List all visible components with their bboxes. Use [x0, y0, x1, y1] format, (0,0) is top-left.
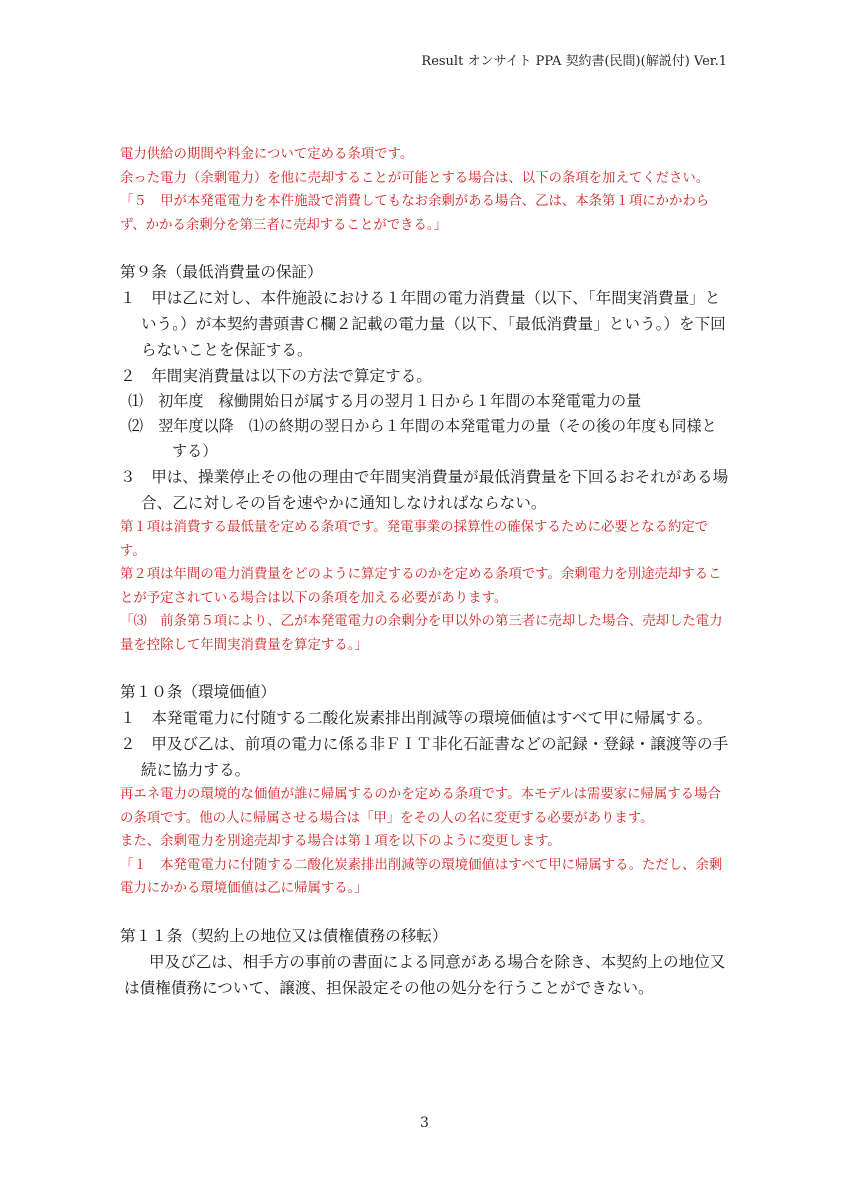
article-9-item-1: １ 甲は乙に対し、本件施設における１年間の電力消費量（以下、「年間実消費量」という。）が本契約書頭書Ｃ欄２記載の電力量（以下、「最低消費量」という。）を下回らないことを保証する。: [120, 289, 726, 359]
commentary-note: 余った電力（余剰電力）を他に売却することが可能とする場合は、以下の条項を加えてください。: [120, 170, 710, 186]
article-9-item-3: ３ 甲は、操業停止その他の理由で年間実消費量が最低消費量を下回るおそれがある場合、乙に対しその旨を速やかに通知しなければならない。: [120, 468, 729, 512]
article-9-item-2: ２ 年間実消費量は以下の方法で算定する。: [120, 367, 432, 385]
commentary-note: 第２項は年間の電力消費量をどのように算定するのかを定める条項です。余剰電力を別途売却することが予定されている場合は以下の条項を加える必要があります。: [120, 567, 722, 606]
page-header: Result オンサイト PPA 契約書(民間)(解説付) Ver.1: [421, 54, 727, 69]
page-number: 3: [420, 1115, 429, 1131]
commentary-note: また、余剰電力を別途売却する場合は第１項を以下のように変更します。: [120, 834, 561, 849]
article-10-heading: 第１０条（環境価値）: [120, 683, 276, 701]
commentary-note: 「１ 本発電電力に付随する二酸化炭素排出削減等の環境価値はすべて甲に帰属する。ただし、余剰電力にかかる環境価値は乙に帰属する。」: [120, 857, 723, 896]
article-9-subitem-1: ⑴ 初年度 稼働開始日が属する月の翌月１日から１年間の本発電電力の量: [128, 392, 642, 410]
commentary-note: 電力供給の期間や料金について定める条項です。: [120, 147, 414, 162]
commentary-note: 第１項は消費する最低量を定める条項です。発電事業の採算性の確保するために必要となる約定です。: [120, 520, 709, 559]
article-10-item-1: １ 本発電電力に付随する二酸化炭素排出削減等の環境価値はすべて甲に帰属する。: [120, 709, 713, 727]
commentary-note: 再エネ電力の環境的な価値が誰に帰属するのかを定める条項です。本モデルは需要家に帰属する場合の条項です。他の人に帰属させる場合は「甲」をその人の名に変更する必要があります。: [120, 787, 721, 826]
document-body: [120, 143, 730, 1001]
article-11-heading: 第１１条（契約上の地位又は債権債務の移転）: [120, 926, 448, 945]
article-10-item-2: ２ 甲及び乙は、前項の電力に係る非ＦＩＴ非化石証書などの記録・登録・譲渡等の手続に協力する。: [120, 735, 729, 779]
article-11-body: 甲及び乙は、相手方の事前の書面による同意がある場合を除き、本契約上の地位又は債権債務について、譲渡、担保設定その他の処分を行うことができない。: [124, 952, 726, 997]
commentary-note: 「⑶ 前条第５項により、乙が本発電電力の余剰分を甲以外の第三者に売却した場合、売却した電力量を控除して年間実消費量を算定する。」: [120, 614, 723, 653]
article-9-subitem-2: ⑵ 翌年度以降 ⑴の終期の翌日から１年間の本発電電力の量（その後の年度も同様とする）: [128, 417, 717, 460]
commentary-note: 「５ 甲が本発電電力を本件施設で消費してもなお余剰がある場合、乙は、本条第１項にかかわらず、かかる余剰分を第三者に売却することができる。」: [120, 194, 710, 233]
article-9-heading: 第９条（最低消費量の保証）: [120, 263, 323, 281]
